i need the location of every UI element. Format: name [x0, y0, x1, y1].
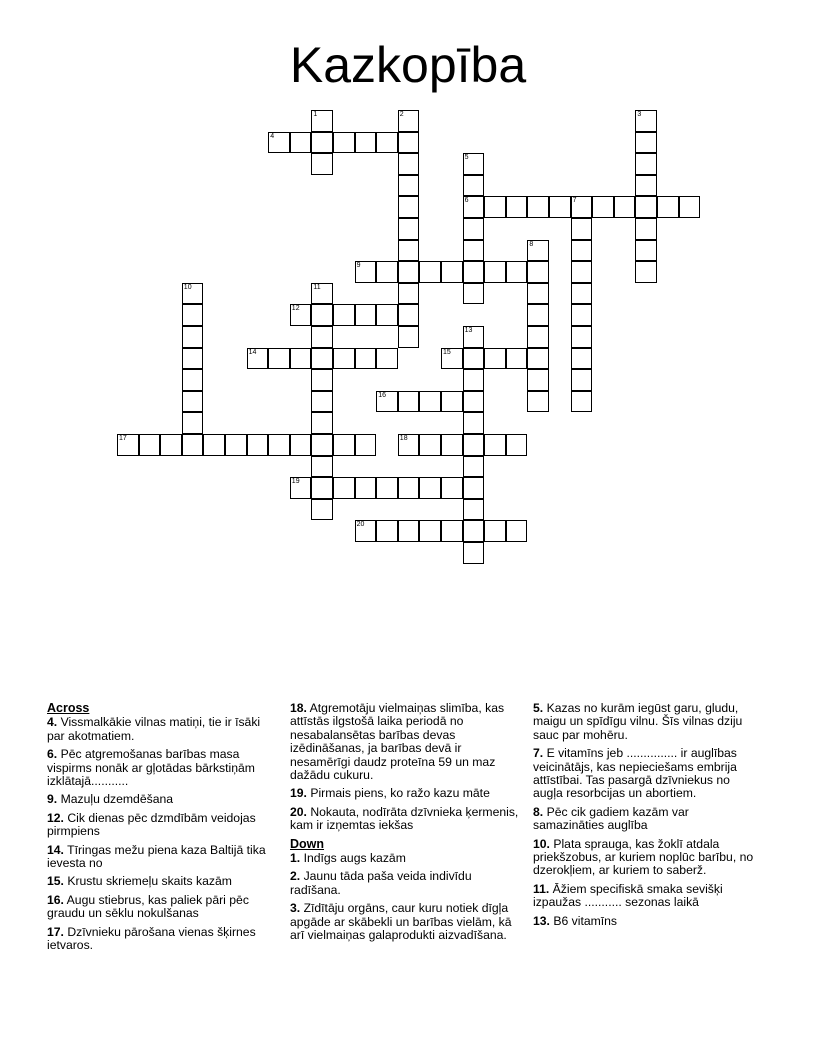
grid-cell[interactable]: [571, 326, 593, 348]
clues-column-2: [290, 702, 520, 948]
grid-cell[interactable]: [290, 477, 312, 499]
grid-cell[interactable]: [376, 520, 398, 542]
grid-cell[interactable]: [506, 348, 528, 370]
grid-cell[interactable]: [139, 434, 161, 456]
clue-item: [47, 716, 277, 743]
clue-item-number: 3.: [290, 901, 301, 916]
clue-item-number: 19.: [290, 786, 307, 801]
grid-cell[interactable]: [398, 477, 420, 499]
grid-cell[interactable]: [355, 304, 377, 326]
grid-cell[interactable]: [311, 348, 333, 370]
clue-number: 13: [464, 327, 473, 334]
grid-cell[interactable]: [571, 261, 593, 283]
grid-cell[interactable]: [355, 348, 377, 370]
clue-item: [533, 883, 763, 910]
grid-cell[interactable]: [398, 218, 420, 240]
clue-item: [290, 870, 520, 897]
grid-cell[interactable]: [463, 477, 485, 499]
grid-cell[interactable]: [182, 348, 204, 370]
grid-cell[interactable]: [679, 196, 701, 218]
grid-cell[interactable]: [355, 477, 377, 499]
grid-cell[interactable]: [463, 434, 485, 456]
grid-cell[interactable]: [463, 369, 485, 391]
grid-cell[interactable]: [463, 348, 485, 370]
grid-cell[interactable]: [549, 196, 571, 218]
grid-cell[interactable]: [290, 304, 312, 326]
grid-cell[interactable]: [376, 391, 398, 413]
clue-item: [47, 812, 277, 839]
clue-item: [290, 702, 520, 782]
grid-cell[interactable]: [441, 434, 463, 456]
grid-cell[interactable]: [463, 261, 485, 283]
grid-cell[interactable]: [463, 520, 485, 542]
grid-cell[interactable]: [376, 261, 398, 283]
grid-cell[interactable]: [268, 434, 290, 456]
grid-cell[interactable]: [463, 391, 485, 413]
grid-cell[interactable]: [635, 110, 657, 132]
clue-number: 15: [443, 348, 451, 356]
clue-item-number: 4.: [47, 715, 58, 730]
clue-number: 9: [356, 262, 361, 270]
clue-item-number: 17.: [47, 924, 64, 939]
clue-number: 3: [637, 111, 642, 118]
grid-cell[interactable]: [463, 456, 485, 478]
grid-cell[interactable]: [527, 391, 549, 413]
clue-item-number: 1.: [290, 851, 301, 866]
grid-cell[interactable]: [571, 196, 593, 218]
clue-item-number: 5.: [533, 701, 544, 715]
clues-column-3: [533, 702, 763, 933]
clue-item: [290, 787, 520, 800]
grid-cell[interactable]: [160, 434, 182, 456]
clue-item-text: B6 vitamīns: [553, 913, 618, 928]
clue-item: [47, 844, 277, 871]
grid-cell[interactable]: [398, 153, 420, 175]
grid-cell[interactable]: [376, 304, 398, 326]
grid-cell[interactable]: [463, 326, 485, 348]
clue-number: 10: [183, 283, 192, 291]
grid-cell[interactable]: [527, 196, 549, 218]
grid-cell[interactable]: [311, 153, 333, 175]
grid-cell[interactable]: [268, 348, 290, 370]
clue-number: 8: [529, 240, 534, 248]
grid-cell[interactable]: [463, 175, 485, 197]
clue-number: 6: [464, 197, 469, 205]
clue-item-number: 15.: [47, 874, 64, 889]
grid-cell[interactable]: [290, 132, 312, 154]
grid-cell[interactable]: [527, 283, 549, 305]
grid-cell[interactable]: [311, 412, 333, 434]
clue-section-heading: Down: [290, 836, 325, 851]
clue-number: 20: [356, 521, 365, 529]
grid-cell[interactable]: [527, 348, 549, 370]
grid-cell[interactable]: [419, 434, 441, 456]
grid-cell[interactable]: [441, 261, 463, 283]
clue-number: 12: [291, 305, 300, 313]
clue-number: 14: [248, 348, 257, 356]
grid-cell[interactable]: [463, 412, 485, 434]
clue-item: [290, 806, 520, 833]
grid-cell[interactable]: [117, 434, 139, 456]
clue-item-number: 12.: [47, 810, 64, 825]
grid-cell[interactable]: [182, 412, 204, 434]
grid-cell[interactable]: [635, 153, 657, 175]
grid-cell[interactable]: [441, 391, 463, 413]
grid-cell[interactable]: [463, 542, 485, 564]
clue-item-number: 6.: [47, 747, 58, 762]
clue-item-number: 11.: [533, 881, 550, 896]
grid-cell[interactable]: [571, 369, 593, 391]
grid-cell[interactable]: [571, 304, 593, 326]
clue-item-number: 18.: [290, 701, 307, 715]
clue-item-number: 13.: [533, 913, 550, 928]
clue-number: 18: [399, 435, 408, 442]
clue-item-number: 14.: [47, 842, 64, 857]
grid-cell[interactable]: [571, 283, 593, 305]
grid-cell[interactable]: [311, 132, 333, 154]
clue-item-number: 8.: [533, 804, 544, 819]
clue-section-heading: Across: [47, 701, 90, 715]
grid-cell[interactable]: [463, 196, 485, 218]
grid-cell[interactable]: [441, 477, 463, 499]
grid-cell[interactable]: [182, 304, 204, 326]
grid-cell[interactable]: [571, 218, 593, 240]
clue-item-number: 7.: [533, 746, 544, 761]
grid-cell[interactable]: [419, 520, 441, 542]
grid-cell[interactable]: [311, 434, 333, 456]
clue-item-text: E vitamīns jeb ............... ir auglības veicinātājs, kas nepieciešams embrija attīstībai. Tas pasargā dzīvniekus no augļa resorbcijas un abortiem.: [533, 746, 737, 801]
grid-cell[interactable]: [398, 110, 420, 132]
clue-number: 16: [378, 391, 386, 399]
grid-cell[interactable]: [333, 434, 355, 456]
grid-cell[interactable]: [268, 132, 290, 154]
grid-cell[interactable]: [398, 434, 420, 456]
grid-cell[interactable]: [484, 348, 506, 370]
grid-cell[interactable]: [311, 391, 333, 413]
clue-item: [47, 793, 277, 806]
grid-cell[interactable]: [398, 240, 420, 262]
clue-item-text: Augu stiebrus, kas paliek pāri pēc graudu un sēklu nokulšanas: [47, 892, 249, 921]
grid-cell[interactable]: [527, 240, 549, 262]
grid-cell[interactable]: [484, 261, 506, 283]
grid-cell[interactable]: [398, 283, 420, 305]
clue-item-number: 10.: [533, 836, 550, 851]
grid-cell[interactable]: [247, 434, 269, 456]
clue-item-text: Cik dienas pēc dzmdībām veidojas pirmpiens: [47, 810, 256, 839]
grid-cell[interactable]: [463, 153, 485, 175]
grid-cell[interactable]: [506, 520, 528, 542]
grid-cell[interactable]: [419, 477, 441, 499]
grid-cell[interactable]: [635, 240, 657, 262]
clue-item-number: 16.: [47, 892, 64, 907]
clue-number: 5: [464, 154, 469, 162]
grid-cell[interactable]: [290, 434, 312, 456]
grid-cell[interactable]: [182, 391, 204, 413]
grid-cell[interactable]: [311, 326, 333, 348]
grid-cell[interactable]: [571, 240, 593, 262]
grid-cell[interactable]: [398, 175, 420, 197]
grid-cell[interactable]: [182, 283, 204, 305]
grid-cell[interactable]: [203, 434, 225, 456]
grid-cell[interactable]: [290, 348, 312, 370]
grid-cell[interactable]: [355, 261, 377, 283]
grid-cell[interactable]: [484, 434, 506, 456]
grid-cell[interactable]: [635, 175, 657, 197]
grid-cell[interactable]: [398, 304, 420, 326]
clue-number: 2: [399, 111, 404, 118]
grid-cell[interactable]: [182, 434, 204, 456]
grid-cell[interactable]: [355, 520, 377, 542]
grid-cell[interactable]: [311, 499, 333, 521]
grid-cell[interactable]: [527, 369, 549, 391]
grid-cell[interactable]: [398, 196, 420, 218]
grid-cell[interactable]: [182, 369, 204, 391]
clues-column-1: [47, 702, 277, 958]
grid-cell[interactable]: [333, 477, 355, 499]
grid-cell[interactable]: [182, 326, 204, 348]
clue-item-text: Vissmalkākie vilnas matiņi, tie ir īsāki par akotmatiem.: [47, 715, 261, 743]
clue-item-text: Āžiem specifiskā smaka sevišķi izpaužas ........... sezonas laikā: [533, 881, 723, 910]
clue-item-text: Pirmais piens, ko ražo kazu māte: [310, 786, 490, 801]
clue-item-text: Indīgs augs kazām: [303, 851, 406, 866]
grid-cell[interactable]: [506, 261, 528, 283]
grid-cell[interactable]: [441, 520, 463, 542]
grid-cell[interactable]: [311, 456, 333, 478]
page-title: Kazkopība: [289, 37, 527, 93]
grid-cell[interactable]: [225, 434, 247, 456]
grid-cell[interactable]: [311, 110, 333, 132]
clue-item-text: Jaunu tāda paša veida indivīdu radīšana.: [290, 869, 472, 897]
grid-cell[interactable]: [506, 434, 528, 456]
clue-item-text: Tīringas mežu piena kaza Baltijā tika ievesta no: [47, 842, 266, 871]
grid-cell[interactable]: [398, 261, 420, 283]
clue-item: [533, 747, 763, 801]
grid-cell[interactable]: [311, 304, 333, 326]
clue-item: [290, 902, 520, 942]
grid-cell[interactable]: [333, 132, 355, 154]
clue-number: 11: [313, 283, 321, 291]
clue-item: [533, 838, 763, 878]
grid-cell[interactable]: [333, 304, 355, 326]
grid-cell[interactable]: [571, 391, 593, 413]
grid-cell[interactable]: [398, 132, 420, 154]
grid-cell[interactable]: [311, 369, 333, 391]
clue-item: [290, 852, 520, 865]
grid-cell[interactable]: [506, 196, 528, 218]
grid-cell[interactable]: [311, 283, 333, 305]
clue-item-text: Plata sprauga, kas žoklī atdala priekšzobus, ar kuriem noplūc barību, no dzerokļiem, ar kuriem to saberž.: [533, 836, 754, 878]
clue-number: 17: [119, 435, 127, 442]
grid-cell[interactable]: [635, 196, 657, 218]
grid-cell[interactable]: [463, 283, 485, 305]
grid-cell[interactable]: [484, 520, 506, 542]
clue-item: [47, 926, 277, 953]
clue-item-text: Atgremotāju vielmaiņas slimība, kas attīstās ilgstošā laika periodā no nesabalansētas barības devas izēdināšanas, ja barības devā ir nesamērīgi daudz proteīna 59 un maz dažādu cukuru.: [290, 701, 505, 783]
grid-cell[interactable]: [463, 499, 485, 521]
clue-number: 7: [572, 197, 577, 205]
grid-cell[interactable]: [355, 132, 377, 154]
clue-item-text: Dzīvnieku pārošana vienas šķirnes ietvaros.: [47, 924, 256, 953]
clue-item: [533, 702, 763, 742]
grid-cell[interactable]: [635, 218, 657, 240]
grid-cell[interactable]: [635, 132, 657, 154]
grid-cell[interactable]: [571, 348, 593, 370]
clue-item-text: Mazuļu dzemdēšana: [60, 792, 174, 807]
clue-number: 19: [291, 478, 300, 486]
grid-cell[interactable]: [311, 477, 333, 499]
grid-cell[interactable]: [657, 196, 679, 218]
grid-cell[interactable]: [398, 326, 420, 348]
clue-item-text: Pēc cik gadiem kazām var samazināties auglība: [533, 804, 689, 833]
clue-item-number: 9.: [47, 792, 58, 807]
clue-item: [533, 915, 763, 928]
clue-item: [533, 806, 763, 833]
grid-cell[interactable]: [527, 326, 549, 348]
clue-item-text: Nokauta, nodīrāta dzīvnieka ķermenis, kam ir izņemtas iekšas: [290, 804, 519, 833]
clue-item-number: 2.: [290, 869, 301, 884]
clue-item-text: Krustu skriemeļu skaits kazām: [67, 874, 232, 889]
grid-cell[interactable]: [463, 218, 485, 240]
clue-item: [47, 894, 277, 921]
grid-cell[interactable]: [419, 391, 441, 413]
grid-cell[interactable]: [398, 391, 420, 413]
grid-cell[interactable]: [614, 196, 636, 218]
grid-cell[interactable]: [376, 132, 398, 154]
grid-cell[interactable]: [527, 261, 549, 283]
clue-item-number: 20.: [290, 804, 307, 819]
grid-cell[interactable]: [463, 240, 485, 262]
grid-cell[interactable]: [484, 196, 506, 218]
grid-cell[interactable]: [398, 520, 420, 542]
grid-cell[interactable]: [247, 348, 269, 370]
grid-cell[interactable]: [333, 348, 355, 370]
grid-cell[interactable]: [635, 261, 657, 283]
clue-number: 4: [270, 132, 275, 140]
grid-cell[interactable]: [355, 434, 377, 456]
clue-number: 1: [313, 111, 318, 118]
clue-item-text: Kazas no kurām iegūst garu, gludu, maigu un spīdīgu vilnu. Šīs vilnas dziju sauc par mohēru.: [533, 701, 743, 742]
grid-cell[interactable]: [592, 196, 614, 218]
grid-cell[interactable]: [441, 348, 463, 370]
grid-cell[interactable]: [419, 261, 441, 283]
grid-cell[interactable]: [376, 477, 398, 499]
grid-cell[interactable]: [376, 348, 398, 370]
clue-item: [47, 748, 277, 788]
grid-cell[interactable]: [527, 304, 549, 326]
clue-item-text: Pēc atgremošanas barības masa vispirms nonāk ar gļotādas bārkstiņām izklātajā...........: [47, 747, 255, 789]
clue-item-text: Zīdītāju orgāns, caur kuru notiek dīgļa apgāde ar skābekli un barības vielām, kā arī vielmaiņas galaprodukti aizvadīšana.: [290, 901, 512, 943]
clue-item: [47, 875, 277, 888]
